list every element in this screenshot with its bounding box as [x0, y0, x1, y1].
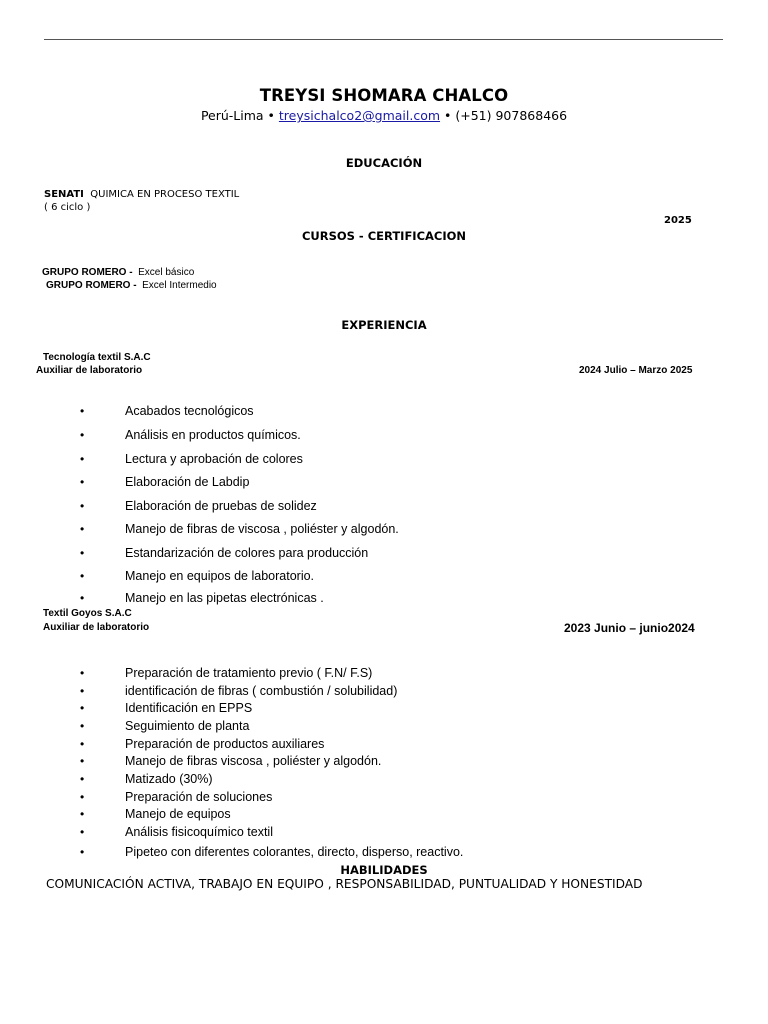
task-text: identificación de fibras ( combustión / solubilidad) [125, 684, 398, 698]
education-heading: EDUCACIÓN [345, 156, 423, 170]
bullet-icon: • [80, 591, 85, 605]
job-dates: 2023 Junio – junio2024 [564, 621, 695, 635]
education-cycle: ( 6 ciclo ) [44, 202, 91, 213]
task-text: Manejo en equipos de laboratorio. [125, 569, 315, 583]
course-provider: GRUPO ROMERO - [42, 267, 133, 278]
contact-separator: • [440, 108, 456, 123]
task-text: Manejo de equipos [125, 807, 231, 821]
task-text: Manejo en las pipetas electrónicas . [125, 591, 324, 605]
job-role: Auxiliar de laboratorio [43, 622, 150, 633]
education-program: QUIMICA EN PROCESO TEXTIL [90, 189, 240, 200]
bullet-icon: • [80, 790, 85, 804]
contact-line [0, 108, 768, 123]
task-text: Estandarización de colores para producción [125, 546, 369, 560]
course-item [46, 280, 217, 291]
bullet-icon: • [80, 701, 85, 715]
course-name: Excel Intermedio [142, 280, 217, 291]
task-text: Preparación de productos auxiliares [125, 737, 325, 751]
bullet-icon: • [80, 546, 85, 560]
contact-separator: • [263, 108, 279, 123]
task-text: Pipeteo con diferentes colorantes, directo, disperso, reactivo. [125, 845, 464, 859]
courses-heading: CURSOS - CERTIFICACION [301, 229, 467, 243]
task-text: Matizado (30%) [125, 772, 213, 786]
job-dates: 2024 Julio – Marzo 2025 [579, 365, 693, 376]
task-text: Preparación de soluciones [125, 790, 273, 804]
top-rule [44, 39, 723, 40]
task-text: Seguimiento de planta [125, 719, 250, 733]
course-name: Excel básico [138, 267, 195, 278]
bullet-icon: • [80, 475, 85, 489]
bullet-icon: • [80, 452, 85, 466]
education-year: 2025 [664, 215, 692, 226]
education-institution: SENATI [44, 189, 84, 200]
email-link[interactable]: treysichalco2@gmail.com [278, 108, 441, 123]
task-text: Análisis en productos químicos. [125, 428, 301, 442]
bullet-icon: • [80, 754, 85, 768]
task-text: Elaboración de pruebas de solidez [125, 499, 317, 513]
bullet-icon: • [80, 737, 85, 751]
task-text: Manejo de fibras de viscosa , poliéster y algodón. [125, 522, 399, 536]
location: Perú-Lima [200, 108, 264, 123]
bullet-icon: • [80, 404, 85, 418]
candidate-name: TREYSI SHOMARA CHALCO [259, 86, 509, 105]
course-provider: GRUPO ROMERO - [46, 280, 137, 291]
bullet-icon: • [80, 428, 85, 442]
bullet-icon: • [80, 845, 85, 859]
course-item [42, 267, 194, 278]
bullet-icon: • [80, 719, 85, 733]
experience-heading: EXPERIENCIA [341, 318, 427, 332]
job-company: Tecnología textil S.A.C [43, 352, 151, 363]
bullet-icon: • [80, 499, 85, 513]
task-text: Preparación de tratamiento previo ( F.N/ F.S) [125, 666, 373, 680]
task-text: Identificación en EPPS [125, 701, 253, 715]
task-text: Lectura y aprobación de colores [125, 452, 303, 466]
skills-text: COMUNICACIÓN ACTIVA, TRABAJO EN EQUIPO , RESPONSABILIDAD, PUNTUALIDAD Y HONESTIDAD [46, 877, 643, 891]
task-text: Análisis fisicoquímico textil [125, 825, 273, 839]
bullet-icon: • [80, 825, 85, 839]
bullet-icon: • [80, 684, 85, 698]
skills-heading: HABILIDADES [340, 863, 428, 877]
bullet-icon: • [80, 666, 85, 680]
task-text: Acabados tecnológicos [125, 404, 254, 418]
education-entry [44, 189, 239, 200]
phone-number: (+51) 907868466 [455, 108, 568, 123]
bullet-icon: • [80, 807, 85, 821]
task-text: Manejo de fibras viscosa , poliéster y algodón. [125, 754, 382, 768]
bullet-icon: • [80, 772, 85, 786]
bullet-icon: • [80, 522, 85, 536]
bullet-icon: • [80, 569, 85, 583]
job-role: Auxiliar de laboratorio [36, 365, 143, 376]
job-company: Textil Goyos S.A.C [43, 608, 132, 619]
task-text: Elaboración de Labdip [125, 475, 250, 489]
